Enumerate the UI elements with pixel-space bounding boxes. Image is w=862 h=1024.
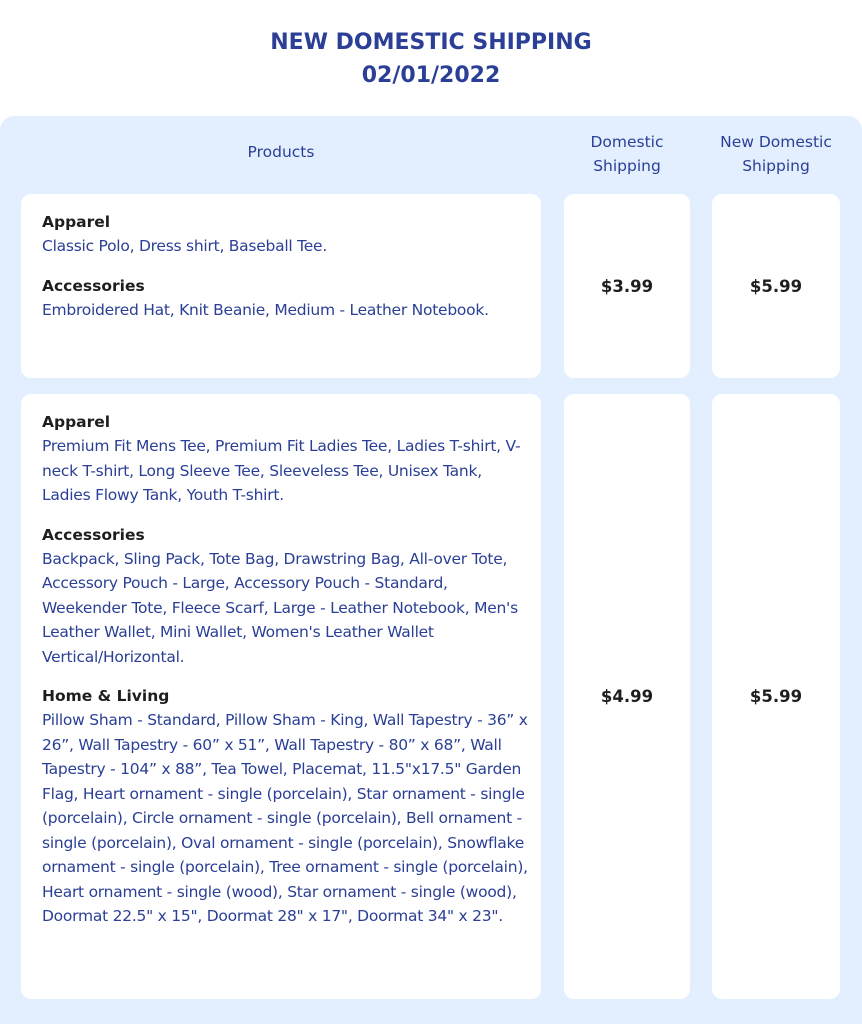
category-title: Apparel: [42, 213, 111, 231]
category-title: Apparel: [42, 413, 111, 431]
products-card-row-2: [21, 394, 541, 999]
title-line-1: NEW DOMESTIC SHIPPING: [270, 30, 592, 55]
header-new-domestic-shipping: [712, 130, 840, 178]
price-value: $5.99: [749, 687, 803, 706]
category-items: Pillow Sham - Standard, Pillow Sham - King, Wall Tapestry - 36” x 26”, Wall Tapestry - 60” x 51”, Wall Tapestry - 80” x 68”, Wall Tapestry - 104” x 88”, Tea Towel, Placemat, 11.5"x17.5" Garden Flag, Heart ornament - single (porcelain), Star ornament - single (porcelain), Circle ornament - single (porcelain), Bell ornament - single (porcelain), Oval ornament - single (porcelain), Snowflake ornament - single (porcelain), Tree ornament - single (porcelain), Heart ornament - single (wood), Star ornament - single (wood), Doormat 22.5" x 15", Doormat 28" x 17", Doormat 34" x 23".: [42, 711, 528, 925]
header-domestic-line-2: Shipping: [593, 157, 661, 175]
category-title: Accessories: [42, 525, 145, 544]
products-card-row-1: [21, 194, 541, 378]
category-items: Embroidered Hat, Knit Beanie, Medium - Leather Notebook.: [42, 300, 489, 319]
header-domestic-shipping: [564, 130, 690, 178]
domestic-shipping-price-row-2: [564, 394, 690, 999]
header-new-line-2: Shipping: [742, 157, 810, 175]
header-domestic-line-1: Domestic: [590, 133, 664, 151]
price-value: $4.99: [600, 687, 654, 706]
category-title: Home & Living: [42, 687, 170, 705]
page-title: [0, 26, 862, 92]
category-items: Backpack, Sling Pack, Tote Bag, Drawstring Bag, All-over Tote, Accessory Pouch - Large, Accessory Pouch - Standard, Weekender Tote, Fleece Scarf, Large - Leather Notebook, Men's Leather Wallet, Mini Wallet, Women's Leather Wallet Vertical/Horizontal.: [42, 549, 518, 666]
category-items: Classic Polo, Dress shirt, Baseball Tee.: [42, 237, 327, 255]
header-products: Products: [247, 143, 315, 161]
category-items: Premium Fit Mens Tee, Premium Fit Ladies Tee, Ladies T-shirt, V-neck T-shirt, Long Sleeve Tee, Sleeveless Tee, Unisex Tank, Ladies Flowy Tank, Youth T-shirt.: [42, 437, 521, 504]
price-value: $5.99: [749, 276, 803, 296]
price-value: $3.99: [600, 276, 654, 296]
title-line-2: 02/01/2022: [361, 63, 501, 88]
header-new-line-1: New Domestic: [720, 133, 832, 151]
category-title: Accessories: [42, 276, 145, 295]
domestic-shipping-price-row-1: [564, 194, 690, 378]
new-domestic-shipping-price-row-2: [712, 394, 840, 999]
new-domestic-shipping-price-row-1: [712, 194, 840, 378]
